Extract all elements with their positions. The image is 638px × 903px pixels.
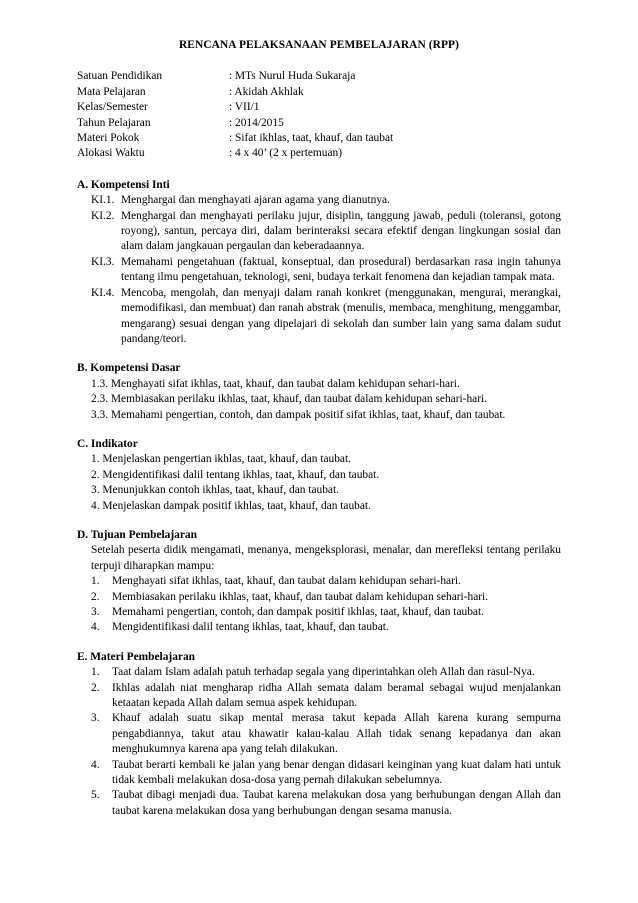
info-row-kelas [77, 100, 638, 115]
info-value: : Akidah Akhlak [229, 85, 304, 98]
item-number: 4. [91, 621, 100, 634]
info-row-mapel [77, 85, 638, 100]
list-item [77, 193, 561, 208]
list-item [77, 574, 561, 589]
item-number: 1. [91, 666, 100, 679]
item-text: Taubat berarti kembali ke jalan yang benar dengan didasari keinginan yang kuat dalam hati untuk tidak kembali melakukan dosa-dosa yang pernah dilakukan sebelumnya. [112, 758, 561, 787]
info-value: : 2014/2015 [229, 116, 284, 129]
section-materi-pembelajaran [77, 650, 638, 819]
item-number: KI.1. [91, 194, 115, 207]
info-row-alokasi [77, 146, 638, 161]
section-heading: D. Tujuan Pembelajaran [77, 528, 197, 541]
intro-paragraph: Setelah peserta didik mengamati, menanya, mengeksplorasi, menalar, dan merefleksi tentang perilaku terpuji diharapkan mampu: [91, 544, 561, 572]
item-number: 3. [91, 712, 100, 725]
list-item: 3.3. Memahami pengertian, contoh, dan dampak positif sifat ikhlas, taat, khauf, dan taubat. [91, 408, 506, 421]
section-tujuan-pembelajaran [77, 528, 638, 636]
item-number: 1. [91, 575, 100, 588]
item-text: Mencoba, mengolah, dan menyaji dalam ranah konkret (menggunakan, mengurai, merangkai, memodifikasi, dan membuat) dan ranah abstrak (menulis, membaca, menghitung, menggambar, mengarang) sesuai dengan yang dipelajari di sekolah dan sumber lain yang sama dalam sudut pandang/teori. [121, 286, 561, 345]
list-item [77, 711, 561, 757]
list-item [77, 286, 561, 348]
info-value: : MTs Nurul Huda Sukaraja [229, 70, 356, 83]
info-label: Tahun Pelajaran [77, 116, 151, 129]
item-text: Ikhlas adalah niat mengharap ridha Allah semata dalam beramal sebagai wujud menjalankan ketaatan kepada Allah dalam semua aspek kehidupan. [112, 681, 561, 710]
info-row-tahun [77, 116, 638, 131]
list-item [77, 605, 561, 620]
section-kompetensi-dasar [77, 361, 638, 423]
document-title: RENCANA PELAKSANAAN PEMBELAJARAN (RPP) [178, 39, 460, 51]
section-heading: C. Indikator [77, 437, 138, 450]
item-text: Membiasakan perilaku ikhlas, taat, khauf, dan taubat dalam kehidupan sehari-hari. [112, 590, 489, 603]
item-text: Mengidentifikasi dalil tentang ikhlas, taat, khauf, dan taubat. [112, 621, 389, 634]
list-item: 2. Mengidentifikasi dalil tentang ikhlas, taat, khauf, dan taubat. [91, 468, 380, 481]
info-value: : VII/1 [229, 101, 260, 114]
item-text: Menghargai dan menghayati perilaku jujur, disiplin, tanggung jawab, peduli (toleransi, gotong royong), santun, percaya diri, dalam berinteraksi secara efektif dengan lingkungan sosial dan alam dalam jangkauan pergaulan dan keberadaannya. [121, 209, 561, 253]
list-item [77, 209, 561, 255]
list-item [77, 590, 561, 605]
info-label: Satuan Pendidikan [77, 70, 163, 83]
list-item [77, 681, 561, 712]
info-value: : 4 x 40’ (2 x pertemuan) [229, 147, 343, 160]
item-number: KI.4. [91, 286, 115, 299]
item-text: Khauf adalah suatu sikap mental merasa takut kepada Allah karena kurang sempurna pengabdiannya, takut atau khawatir kalau-kalau Allah tidak senang kepadanya dan akan menghukumnya karena apa yang telah dilakukan. [112, 712, 561, 756]
item-number: 5. [91, 789, 100, 802]
identity-table [77, 69, 638, 161]
item-text: Menghayati sifat ikhlas, taat, khauf, dan taubat dalam kehidupan sehari-hari. [112, 575, 461, 588]
item-text: Taat dalam Islam adalah patuh terhadap segala yang diperintahkan oleh Allah dan rasul-Nya. [112, 666, 535, 679]
item-text: Memahami pengetahuan (faktual, konseptual, dan prosedural) berdasarkan rasa ingin tahunya tentang ilmu pengetahuan, teknologi, seni, budaya terkait fenomena dan kejadian tampak mata. [121, 255, 561, 284]
list-item: 2.3. Membiasakan perilaku ikhlas, taat, khauf, dan taubat dalam kehidupan sehari-hari. [91, 393, 488, 406]
list-item: 1. Menjelaskan pengertian ikhlas, taat, khauf, dan taubat. [91, 453, 351, 466]
item-number: KI.2. [91, 209, 115, 222]
item-number: 3. [91, 606, 100, 618]
item-text: Taubat dibagi menjadi dua. Taubat karena melakukan dosa yang berhubungan dengan Allah dan taubat karena melakukan dosa yang berhubungan dengan sesama manusia. [112, 789, 561, 817]
section-indikator [77, 437, 638, 514]
info-value: : Sifat ikhlas, taat, khauf, dan taubat [229, 132, 394, 145]
item-number: KI.3. [91, 255, 115, 268]
list-item [77, 758, 561, 789]
list-item: 3. Menunjukkan contoh ikhlas, taat, khauf, dan taubat. [91, 484, 340, 497]
list-item [77, 255, 561, 286]
item-number: 2. [91, 681, 100, 694]
info-label: Kelas/Semester [77, 101, 148, 114]
info-label: Mata Pelajaran [77, 85, 146, 98]
list-item [77, 620, 561, 635]
info-row-satuan [77, 69, 638, 84]
section-heading: A. Kompetensi Inti [77, 178, 170, 191]
section-kompetensi-inti [77, 178, 638, 347]
item-text: Memahami pengertian, contoh, dan dampak positif ikhlas, taat, khauf, dan taubat. [112, 606, 484, 618]
list-item [77, 788, 561, 819]
list-item: 1.3. Menghayati sifat ikhlas, taat, khauf, dan taubat dalam kehidupan sehari-hari. [91, 377, 460, 390]
section-heading: E. Materi Pembelajaran [77, 650, 195, 663]
info-label: Alokasi Waktu [77, 147, 145, 160]
section-heading: B. Kompetensi Dasar [77, 362, 181, 375]
list-item: 4. Menjelaskan dampak positif ikhlas, taat, khauf, dan taubat. [91, 499, 371, 512]
info-label: Materi Pokok [77, 132, 140, 145]
item-number: 4. [91, 758, 100, 771]
item-text: Menghargai dan menghayati ajaran agama yang dianutnya. [121, 194, 390, 207]
list-item [77, 665, 561, 680]
item-number: 2. [91, 590, 100, 603]
info-row-materi [77, 131, 638, 146]
